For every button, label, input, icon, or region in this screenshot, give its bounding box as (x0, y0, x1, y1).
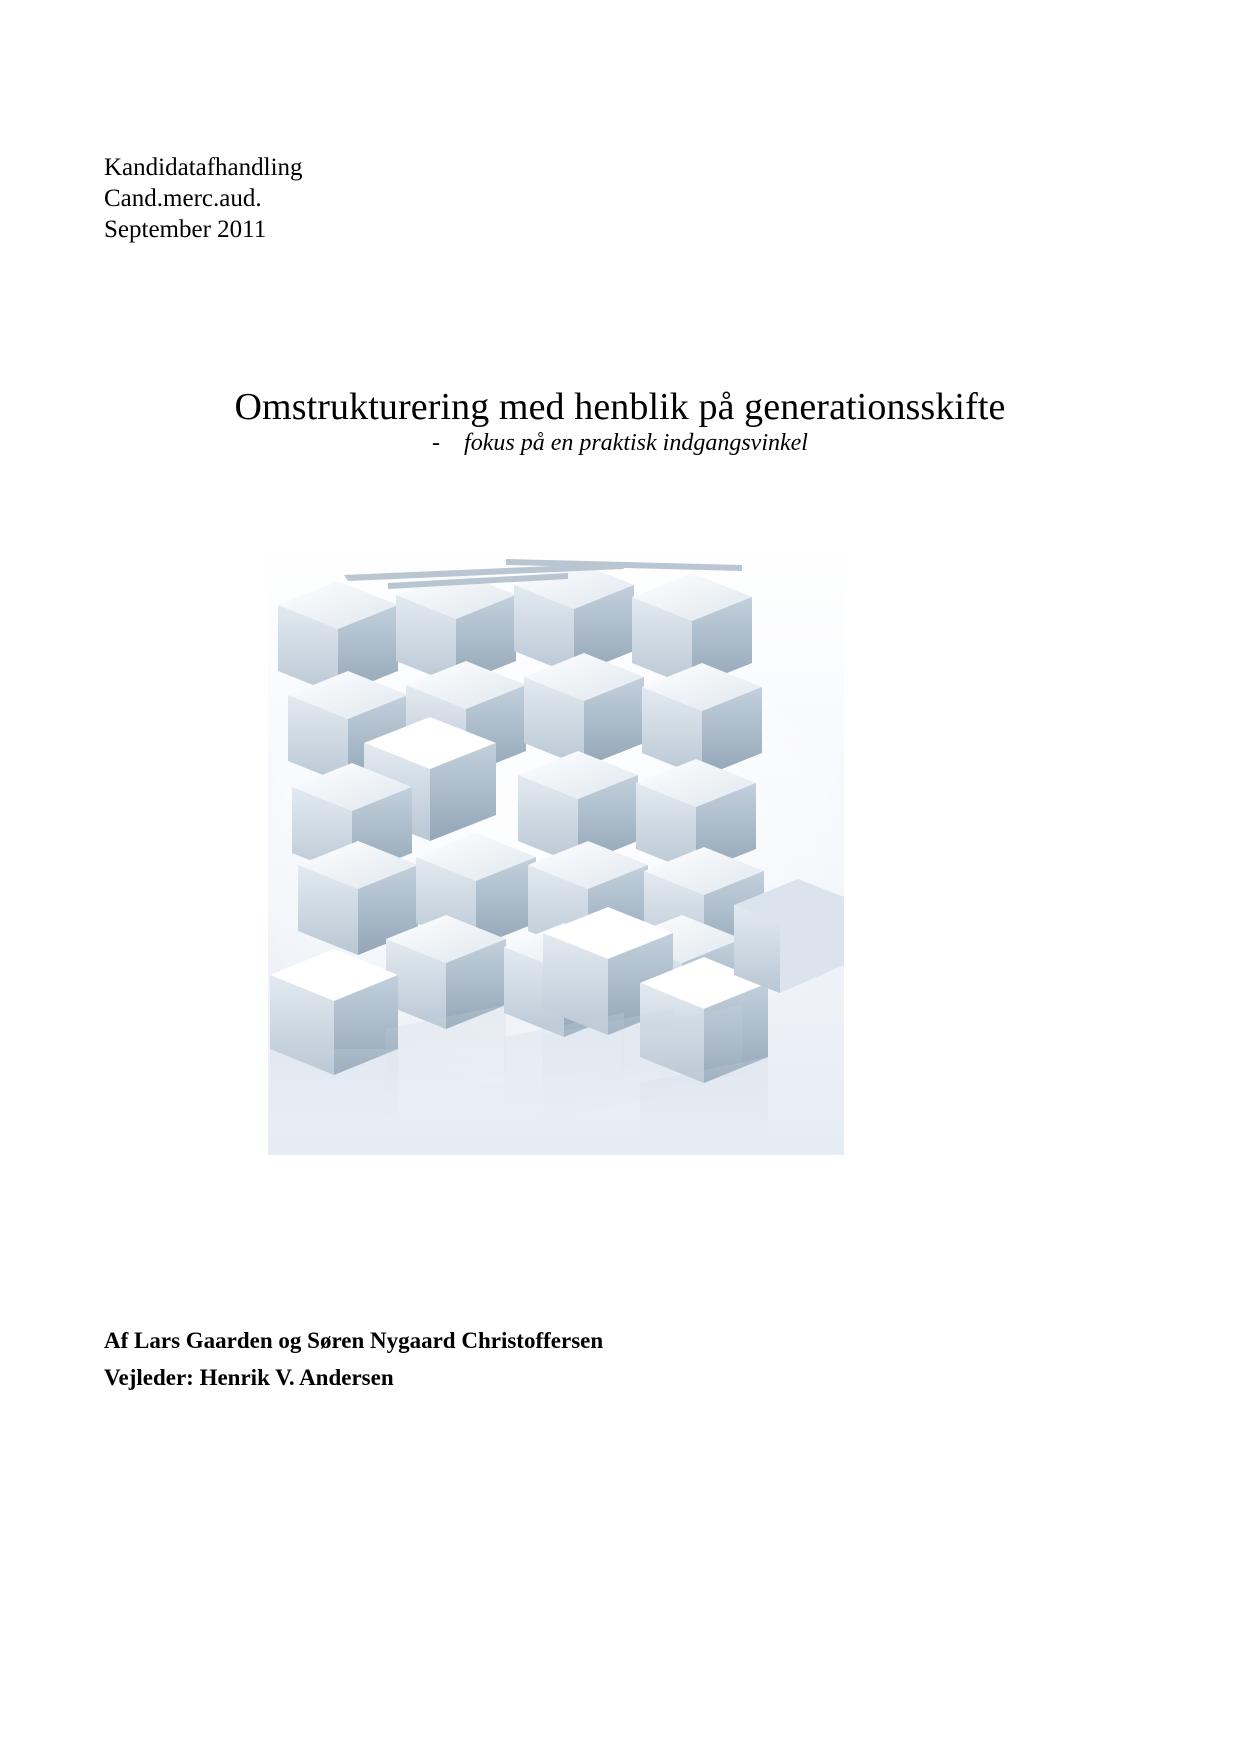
document-header (104, 152, 303, 245)
page-subtitle (0, 430, 1240, 457)
byline-supervisor: Vejleder: Henrik V. Andersen (104, 1365, 394, 1390)
cube-cluster-image (268, 535, 844, 1155)
page-title: Omstrukturering med henblik på generationsskifte (234, 386, 1006, 429)
header-line-thesis-type: Kandidatafhandling (104, 154, 303, 181)
byline-authors: Af Lars Gaarden og Søren Nygaard Christoffersen (104, 1328, 604, 1353)
header-line-degree: Cand.merc.aud. (104, 185, 262, 212)
cube-cluster-illustration (268, 535, 844, 1155)
byline (104, 1322, 603, 1396)
subtitle-dash: - (432, 430, 441, 456)
subtitle-text: fokus på en praktisk indgangsvinkel (464, 430, 808, 456)
header-line-date: September 2011 (104, 216, 267, 243)
